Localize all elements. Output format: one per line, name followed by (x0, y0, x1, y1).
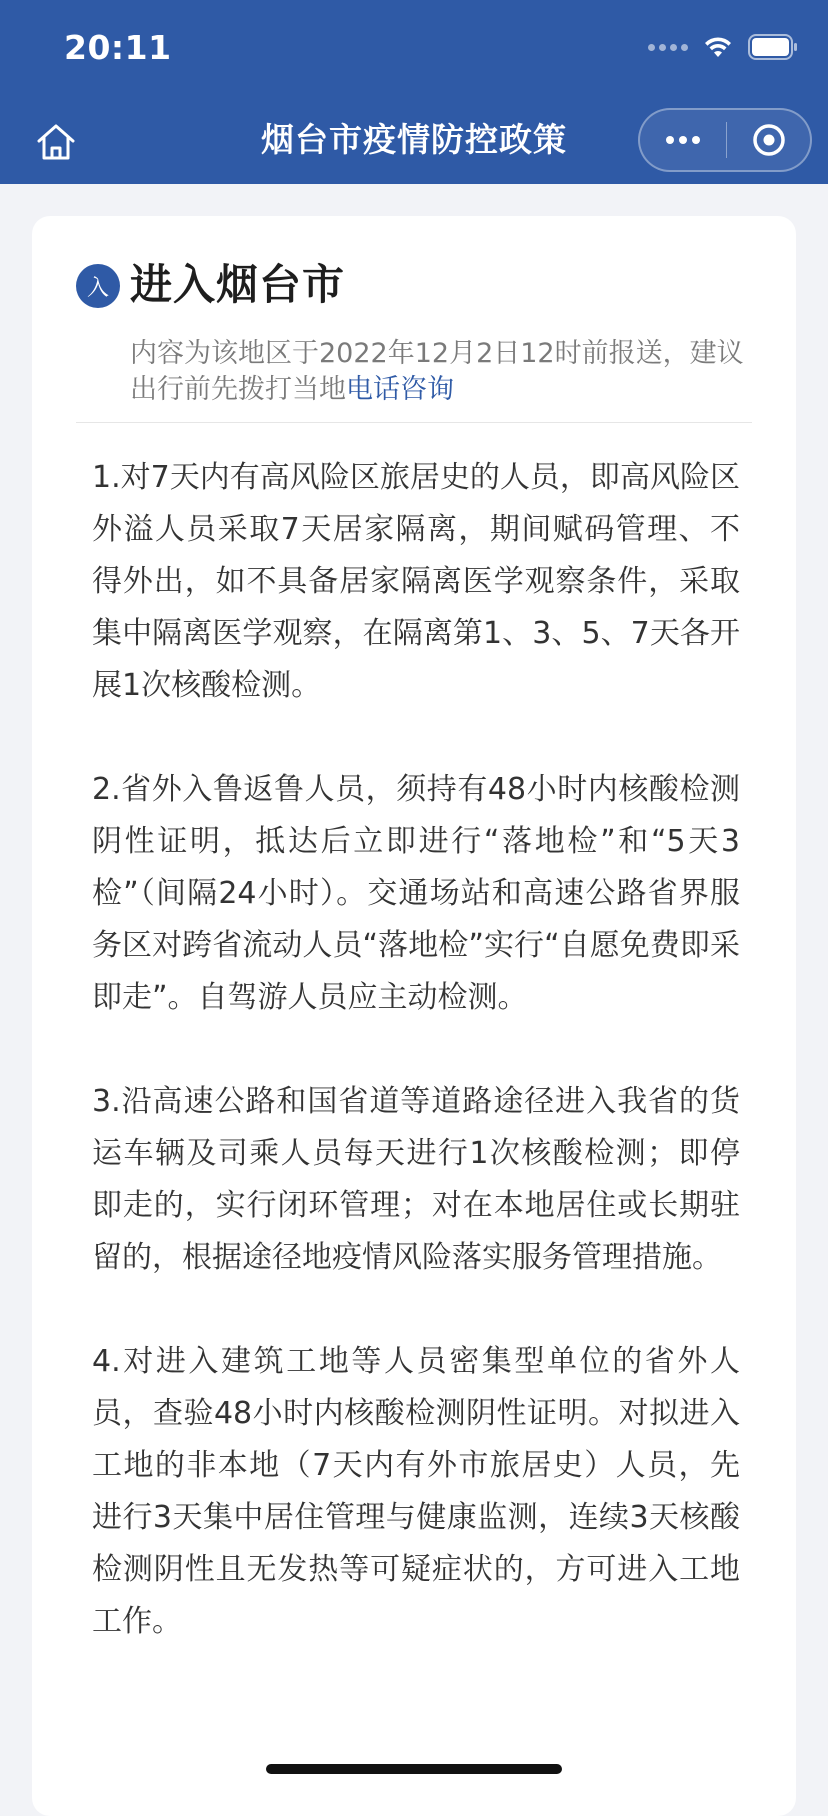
policy-content (92, 452, 740, 1700)
report-note-text: 内容为该地区于2022年12月2日12时前报送，建议出行前先拨打当地 (130, 338, 744, 405)
enter-badge-icon: 入 (76, 264, 120, 308)
policy-paragraph: 1.对7天内有高风险区旅居史的人员，即高风险区外溢人员采取7天居家隔离，期间赋码管理、不得外出，如不具备居家隔离医学观察条件，采取集中隔离医学观察，在隔离第1、3、5、7天各开展1次核酸检测。 (92, 460, 740, 703)
policy-paragraph: 2.省外入鲁返鲁人员，须持有48小时内核酸检测阴性证明，抵达后立即进行“落地检”和“5天3检”（间隔24小时）。交通场站和高速公路省界服务区对跨省流动人员“落地检”实行“自愿免费即采即走”。自驾游人员应主动检测。 (92, 772, 740, 1015)
report-note (130, 336, 750, 408)
wifi-icon (702, 35, 734, 59)
home-indicator[interactable] (266, 1764, 562, 1774)
mini-program-close-icon (751, 122, 787, 158)
status-icons (648, 34, 798, 60)
battery-icon (748, 34, 798, 60)
phone-consult-link[interactable]: 电话咨询 (346, 374, 454, 405)
close-button[interactable] (727, 110, 810, 170)
status-time: 20:11 (64, 28, 172, 67)
mini-program-capsule (638, 108, 812, 172)
policy-card (32, 216, 796, 1816)
more-button[interactable] (640, 110, 726, 170)
more-dots-icon (666, 136, 674, 144)
page-title: 烟台市疫情防控政策 (261, 120, 567, 159)
signal-icon (648, 44, 688, 51)
divider (76, 422, 752, 423)
policy-paragraph: 4.对进入建筑工地等人员密集型单位的省外人员，查验48小时内核酸检测阴性证明。对拟进入工地的非本地（7天内有外市旅居史）人员，先进行3天集中居住管理与健康监测，连续3天核酸检测阴性且无发热等可疑症状的，方可进入工地工作。 (92, 1344, 740, 1639)
policy-paragraph: 3.沿高速公路和国省道等道路途径进入我省的货运车辆及司乘人员每天进行1次核酸检测；即停即走的，实行闭环管理；对在本地居住或长期驻留的，根据途径地疫情风险落实服务管理措施。 (92, 1084, 740, 1275)
card-title: 进入烟台市 (130, 260, 346, 309)
top-bar (0, 0, 828, 184)
